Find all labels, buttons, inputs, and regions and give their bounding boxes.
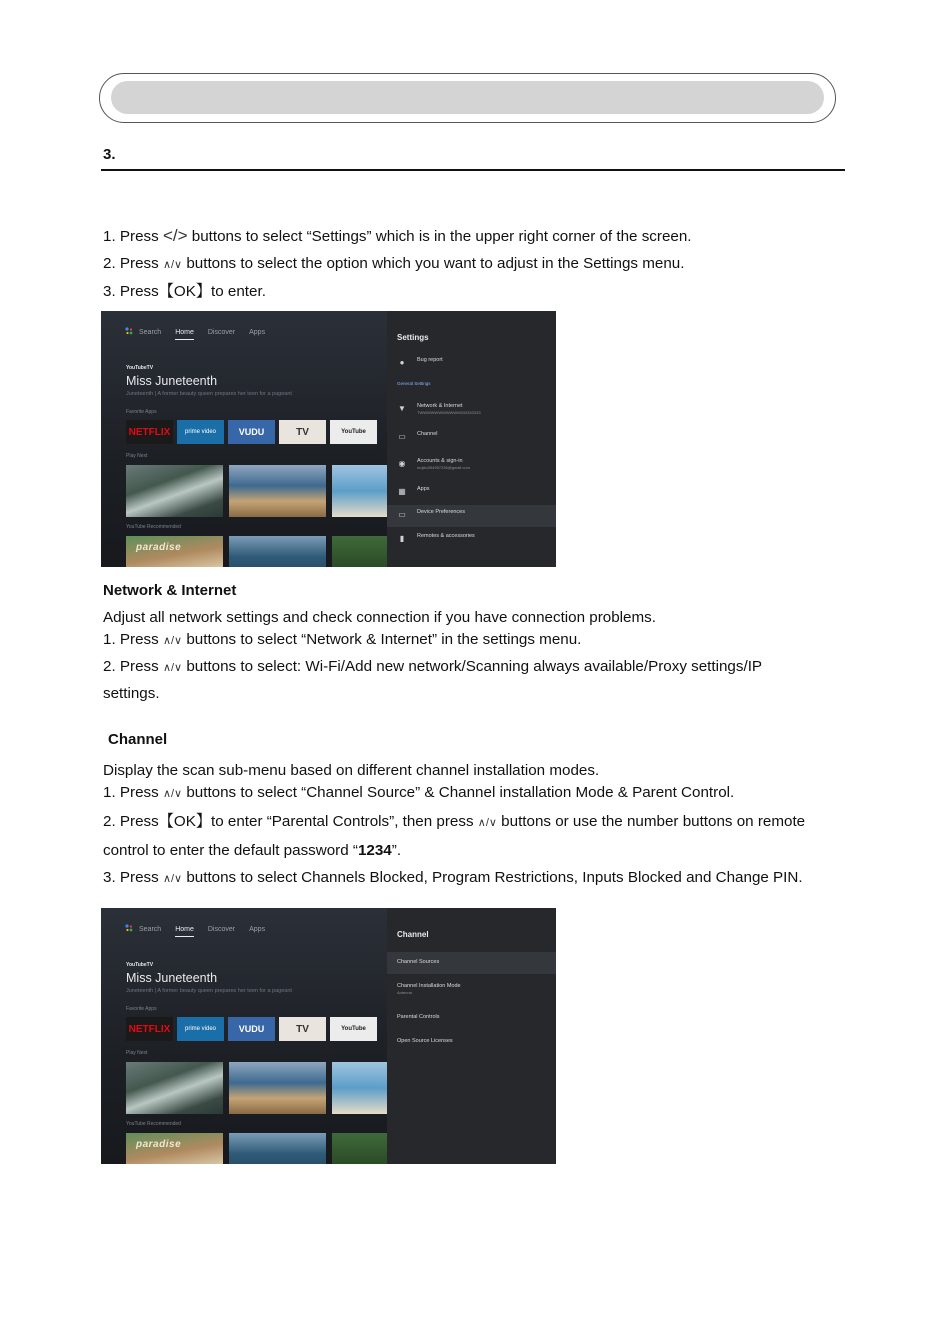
tv-icon: ▭	[398, 432, 406, 441]
step-text: 1. Press	[103, 784, 163, 801]
tv-nav-home[interactable]: Home	[175, 329, 194, 340]
section-number: 3.	[103, 146, 116, 163]
channel-step-2-continued	[103, 842, 401, 860]
channel-item-label: Parental Controls	[397, 1014, 440, 1020]
tv-app-tile[interactable]: TV	[279, 420, 326, 444]
tv-nav-apps[interactable]: Apps	[249, 926, 266, 933]
up-down-arrows-icon: ∧/∨	[162, 635, 183, 647]
youtube-thumb-2[interactable]	[229, 536, 326, 567]
tv-nav-search[interactable]: Search	[139, 926, 162, 933]
settings-item-label: Channel	[417, 431, 438, 437]
youtube-thumb-1[interactable]	[126, 1133, 223, 1164]
vudu-app-tile[interactable]: VUDU	[228, 420, 275, 444]
step-text: buttons to select “Settings” which is in the upper right corner of the screen.	[187, 228, 692, 245]
step-text: 2. Press【OK】to enter “Parental Controls”, then press	[103, 813, 478, 830]
play-next-thumb-1[interactable]	[126, 1062, 223, 1114]
youtube-tv-badge: YouTubeTV	[126, 365, 154, 371]
youtube-app-tile[interactable]: YouTube	[330, 1017, 377, 1041]
intro-step-3: 3. Press【OK】to enter.	[103, 283, 266, 300]
network-step-2-continued: settings.	[103, 685, 160, 702]
intro-step-1	[103, 227, 692, 246]
prime-video-app-tile[interactable]: prime video	[177, 1017, 224, 1041]
channel-item-installation-mode[interactable]	[387, 979, 556, 1001]
settings-item-sublabel: mojito394957236@gmail.com	[417, 465, 470, 470]
youtube-recommended-label: YouTube Recommended	[126, 524, 181, 530]
general-settings-label: General Settings	[397, 381, 431, 386]
step-text: 3. Press	[103, 869, 163, 886]
channel-panel	[387, 908, 556, 1164]
bug-icon: ●	[399, 358, 405, 367]
step-text: buttons to select “Network & Internet” in the settings menu.	[182, 631, 582, 648]
monitor-icon: ▭	[398, 510, 406, 519]
play-next-thumb-1[interactable]	[126, 465, 223, 517]
up-down-arrows-icon: ∧/∨	[162, 788, 183, 800]
settings-item-label: Apps	[417, 486, 430, 492]
netflix-app-tile[interactable]: NETFLIX	[126, 420, 173, 444]
header-banner-fill	[111, 81, 824, 114]
channel-heading: Channel	[108, 731, 168, 748]
remote-icon: ▮	[399, 534, 405, 543]
up-down-arrows-icon: ∧/∨	[477, 817, 497, 829]
channel-panel-title: Channel	[397, 930, 429, 939]
channel-item-label: Channel Installation Mode	[397, 983, 461, 989]
play-next-label: Play Next	[126, 1050, 148, 1056]
up-down-arrows-icon: ∧/∨	[162, 259, 183, 271]
step-text: 1. Press	[103, 631, 163, 648]
settings-panel	[387, 311, 556, 567]
settings-item-label: Device Preferences	[417, 509, 465, 515]
channel-item-sublabel: Antenna	[397, 990, 412, 995]
network-description: Adjust all network settings and check connection if you have connection problems.	[103, 609, 656, 626]
tv-screenshot-channel	[101, 908, 556, 1164]
featured-title: Miss Juneteenth	[126, 374, 218, 388]
settings-item-label: Network & Internet	[417, 403, 463, 409]
favorite-apps-label: Favorite Apps	[126, 1006, 157, 1012]
settings-item-apps[interactable]	[387, 482, 556, 504]
left-right-arrows-icon: </>	[162, 226, 188, 245]
section-divider	[101, 169, 845, 171]
play-next-label: Play Next	[126, 453, 148, 459]
settings-item-device-preferences[interactable]	[387, 505, 556, 527]
header-banner	[99, 73, 836, 123]
up-down-arrows-icon: ∧/∨	[162, 662, 183, 674]
step-text: buttons to select the option which you want to adjust in the Settings menu.	[182, 255, 685, 272]
tv-top-nav	[125, 327, 279, 336]
channel-step-1	[103, 784, 734, 803]
settings-item-label: Accounts & sign-in	[417, 458, 463, 464]
channel-step-2	[103, 813, 805, 832]
tv-app-tile[interactable]: TV	[279, 1017, 326, 1041]
tv-nav-home[interactable]: Home	[175, 926, 194, 937]
assistant-icon	[125, 924, 133, 932]
featured-title: Miss Juneteenth	[126, 971, 218, 985]
netflix-app-tile[interactable]: NETFLIX	[126, 1017, 173, 1041]
youtube-thumb-2[interactable]	[229, 1133, 326, 1164]
default-password: 1234	[357, 842, 392, 859]
settings-item-remotes[interactable]	[387, 529, 556, 551]
step-text: 2. Press	[103, 255, 163, 272]
channel-item-parental-controls[interactable]	[387, 1010, 556, 1032]
channel-item-sources[interactable]	[387, 952, 556, 974]
settings-item-channel[interactable]	[387, 427, 556, 449]
settings-item-label: Bug report	[417, 357, 443, 363]
vudu-app-tile[interactable]: VUDU	[228, 1017, 275, 1041]
step-text: control to enter the default password “	[103, 842, 358, 859]
tv-nav-discover[interactable]: Discover	[207, 329, 236, 336]
assistant-icon	[125, 327, 133, 335]
step-text: buttons to select Channels Blocked, Program Restrictions, Inputs Blocked and Change PIN.	[182, 869, 803, 886]
wifi-icon: ▼	[398, 404, 406, 413]
step-text: 1. Press	[103, 228, 163, 245]
play-next-thumb-2[interactable]	[229, 465, 326, 517]
prime-video-app-tile[interactable]: prime video	[177, 420, 224, 444]
channel-description: Display the scan sub-menu based on different channel installation modes.	[103, 762, 600, 779]
account-icon: ◉	[398, 459, 406, 468]
tv-nav-apps[interactable]: Apps	[249, 329, 266, 336]
thumb-overlay-text: paradise	[136, 1139, 182, 1150]
thumb-overlay-text: paradise	[136, 542, 182, 553]
settings-item-label: Remotes & accessories	[417, 533, 475, 539]
tv-screenshot-settings	[101, 311, 556, 567]
favorite-apps-label: Favorite Apps	[126, 409, 157, 415]
channel-step-3	[103, 869, 803, 888]
settings-item-accounts[interactable]	[387, 454, 556, 476]
tv-nav-discover[interactable]: Discover	[207, 926, 236, 933]
youtube-thumb-1[interactable]	[126, 536, 223, 567]
featured-subtitle: Juneteenth | A former beauty queen prepares her teen for a pageant	[126, 391, 292, 397]
youtube-app-tile[interactable]: YouTube	[330, 420, 377, 444]
settings-item-sublabel: TWWWWWWWWWWM333333333	[417, 410, 481, 415]
channel-item-label: Open Source Licenses	[397, 1038, 453, 1044]
tv-home-screen	[101, 908, 387, 1164]
up-down-arrows-icon: ∧/∨	[162, 873, 183, 885]
step-text: 2. Press	[103, 658, 163, 675]
youtube-recommended-label: YouTube Recommended	[126, 1121, 181, 1127]
intro-step-2	[103, 255, 684, 274]
network-step-2	[103, 658, 762, 677]
step-text: buttons to select “Channel Source” & Channel installation Mode & Parent Control.	[182, 784, 735, 801]
step-text: buttons or use the number buttons on remote	[496, 813, 806, 830]
tv-top-nav	[125, 924, 279, 933]
step-text: buttons to select: Wi-Fi/Add new network/Scanning always available/Proxy settings/IP	[182, 658, 763, 675]
play-next-thumb-2[interactable]	[229, 1062, 326, 1114]
tv-home-screen	[101, 311, 387, 567]
settings-item-network[interactable]	[387, 399, 556, 421]
network-step-1	[103, 631, 581, 650]
youtube-tv-badge: YouTubeTV	[126, 962, 154, 968]
settings-panel-title: Settings	[397, 333, 429, 342]
channel-item-open-source[interactable]	[387, 1034, 556, 1056]
settings-item-bug-report[interactable]	[387, 353, 556, 375]
featured-subtitle: Juneteenth | A former beauty queen prepares her teen for a pageant	[126, 988, 292, 994]
channel-item-label: Channel Sources	[397, 959, 440, 965]
network-heading: Network & Internet	[103, 582, 237, 599]
apps-grid-icon: ▦	[398, 487, 406, 496]
tv-nav-search[interactable]: Search	[139, 329, 162, 336]
step-text: ”.	[391, 842, 402, 859]
